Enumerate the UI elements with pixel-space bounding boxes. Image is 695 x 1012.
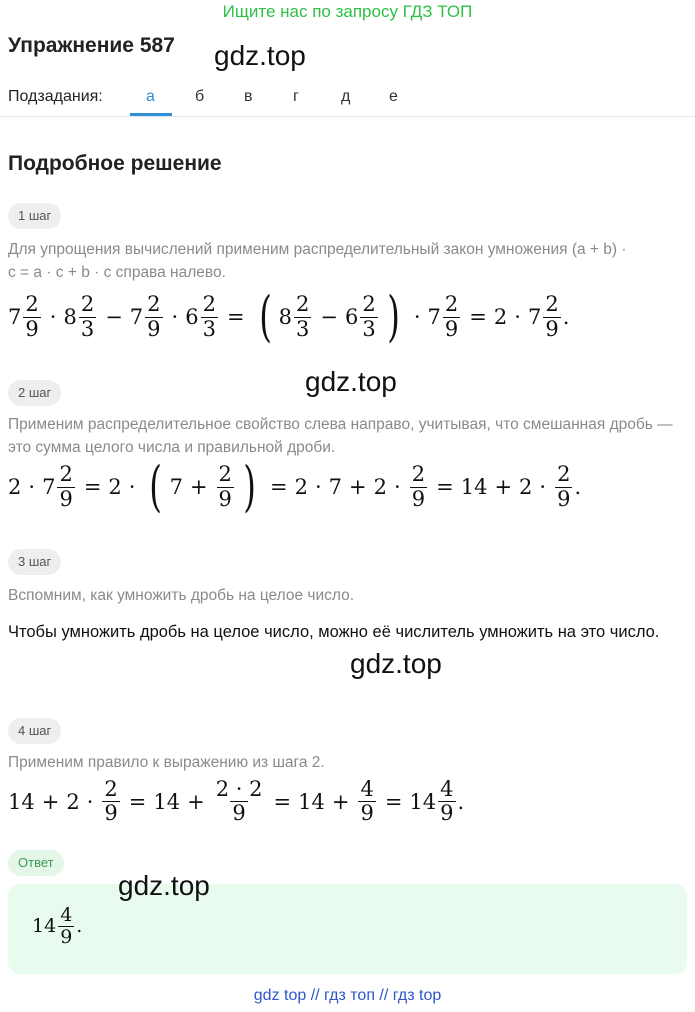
tab-a[interactable]: а bbox=[146, 88, 155, 105]
step-1-badge: 1 шаг bbox=[8, 203, 61, 229]
watermark: gdz.top bbox=[118, 870, 210, 901]
watermark: gdz.top bbox=[350, 648, 442, 679]
tab-e[interactable]: е bbox=[389, 88, 398, 105]
answer-badge: Ответ bbox=[8, 850, 64, 876]
search-banner: Ищите нас по запросу ГДЗ ТОП bbox=[222, 2, 473, 21]
step-2-badge: 2 шаг bbox=[8, 380, 61, 406]
answer-value: 14 $\frac{4}{9}$ . bbox=[32, 904, 83, 948]
step-4-text: Применим правило к выражению из шага 2. bbox=[8, 754, 325, 771]
step-1-text-line-1: Для упрощения вычислений применим распределительный закон умножения (a + b) · bbox=[8, 241, 627, 258]
step-4-formula: 14 + 2 · $\frac{2}{9}$ = 14 + $\frac{2 \cdot 2}{9}$ = 14 + $\frac{4}{9}$ = 14 $\frac{4}{9}$ . bbox=[8, 777, 465, 826]
tab-d[interactable]: д bbox=[341, 88, 351, 105]
watermark: gdz.top bbox=[214, 40, 306, 71]
step-1-text-line-2: c = a · c + b · c справа налево. bbox=[8, 264, 226, 281]
tab-v[interactable]: в bbox=[244, 88, 253, 105]
step-2-formula: 2 · 7 $\frac{2}{9}$ = 2 · ( 7 + $\frac{2}{9}$ ) = 2 · 7 + 2 · $\frac{2}{9}$ = 14 + 2 · $\frac{2}{9}$ . bbox=[8, 455, 582, 518]
step-3-badge: 3 шаг bbox=[8, 549, 61, 575]
tabs-divider bbox=[0, 116, 695, 117]
tab-b[interactable]: б bbox=[195, 88, 205, 105]
step-1-text bbox=[8, 238, 678, 284]
tab-g[interactable]: г bbox=[293, 88, 299, 105]
step-3-rule: Чтобы умножить дробь на целое число, можно её числитель умножить на это число. bbox=[8, 623, 660, 641]
footer-links[interactable]: gdz top // гдз топ // гдз top bbox=[253, 987, 442, 1004]
page-title: Упражнение 587 bbox=[8, 34, 175, 57]
answer-box bbox=[8, 884, 687, 974]
step-4-badge: 4 шаг bbox=[8, 718, 61, 744]
step-3-text: Вспомним, как умножить дробь на целое число. bbox=[8, 587, 355, 604]
subtasks-label: Подзадания: bbox=[8, 88, 103, 105]
step-1-formula: 7 $\frac{2}{9}$ · 8 $\frac{2}{3}$ − 7 $\frac{2}{9}$ · 6 $\frac{2}{3}$ = ( 8 $\frac{2}{3}$ − 6 $\frac{2}{3}$ ) · 7 $\frac{2}{9}$ = 2 · 7 $\frac{2}{9}$ . bbox=[8, 285, 570, 348]
watermark: gdz.top bbox=[305, 366, 397, 397]
section-title: Подробное решение bbox=[8, 152, 222, 175]
step-2-text: Применим распределительное свойство слева направо, учитывая, что смешанная дробь — это сумма целого числа и правильной дроби. bbox=[8, 416, 673, 456]
